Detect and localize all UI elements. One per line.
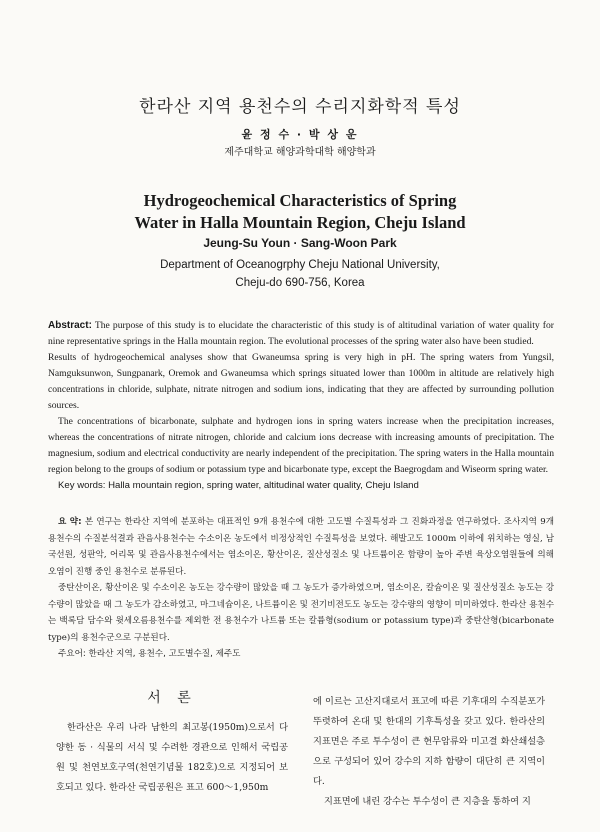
abstract-paragraph-3: The concentrations of bicarbonate, sulphate and hydrogen ions in spring waters increase when the precipitation increases, whereas the concentrations of nitrate nitrogen, chloride and calcium ions decrease with increasing amounts of precipitation. The magnesium, sodium and electrical conductivity are nearly independent of the precipitation. The spring waters in the Halla mountain region belong to the groups of sodium or potassium type and bicarbonate type, except the Baegrogdam and Wiseorm spring water. — [48, 416, 554, 475]
korean-affiliation: 제주대학교 해양과학대학 해양학과 — [224, 147, 376, 158]
summary-label: 요 약: — [58, 517, 82, 527]
korean-keywords: 주요어: 한라산 지역, 용천수, 고도별수질, 제주도 — [58, 649, 241, 659]
korean-summary — [48, 514, 554, 663]
english-title-line-1: Hydrogeochemical Characteristics of Spring — [143, 191, 457, 210]
english-keywords: Key words: Halla mountain region, spring water, altitudinal water quality, Cheju Island — [58, 480, 419, 491]
summary-text-1: 본 연구는 한라산 지역에 분포하는 대표적인 9개 용천수에 대한 고도별 수질특성과 그 진화과정을 연구하였다. 조사지역 9개 용천수의 수질분석결과 관음사용천수는 수소이온 농도에서 비정상적인 수질특성을 보였다. 해발고도 1000m 이하에 위치하는 영실, 남국선원, 성판악, 어리목 및 관음사용천수에서는 염소이온, 황산이온, 질산성질소 및 나트륨이온 함량이 높아 주변 육상오염원들에 의해 오염이 진행 중인 용천수로 분류된다. — [48, 517, 554, 577]
english-abstract — [48, 318, 554, 494]
english-title-line-2: Water in Halla Mountain Region, Cheju Island — [134, 213, 466, 232]
abstract-paragraph-2: Results of hydrogeochemical analyses show that Gwaneumsa spring is very high in pH. The spring waters from Yungsil, Namguksunwon, Sungpanark, Oremok and Gwaneumsa which springs situated lower than 1000m in altitude are relatively high concentrations in chloride, sulphate, nitrate nitrogen and sodium ions, indicating that they are affected by surrounding pollution sources. — [48, 352, 554, 411]
korean-authors: 윤 정 수 · 박 상 운 — [241, 128, 359, 141]
section-heading-introduction: 서 론 — [147, 690, 197, 706]
abstract-label: Abstract: — [48, 320, 92, 331]
korean-title: 한라산 지역 용천수의 수리지화학적 특성 — [139, 97, 461, 117]
body-left-column — [56, 688, 288, 798]
english-affiliation-line-2: Cheju-do 690-756, Korea — [235, 277, 365, 289]
body-right-paragraph-2: 지표면에 내린 강수는 투수성이 큰 지층을 통하여 지 — [324, 796, 531, 807]
summary-paragraph-2: 중탄산이온, 황산이온 및 수소이온 농도는 강수량이 많았을 때 그 농도가 증가하였으며, 염소이온, 칼슘이온 및 질산성질소 농도는 강수량이 많았을 때 그 농도가 감소하였고, 마그네슘이온, 나트륨이온 및 전기비전도도 농도는 강수량의 영향이 미미하였다. 한라산 용천수는 백록담 담수와 윗세오름용천수를 제외한 전 용천수가 나트륨 또는 칼륨형(sodium or potassium type)과 중탄산형(bicarbonate type)의 용천수군으로 구분된다. — [48, 583, 554, 643]
body-right-column — [313, 692, 545, 812]
english-title — [0, 190, 600, 234]
abstract-paragraph-1 — [48, 318, 554, 350]
body-right-paragraph-1: 에 이르는 고산지대로서 표고에 따른 기후대의 수직분포가 뚜렷하여 온대 및 한대의 기후특성을 갖고 있다. 한라산의 지표면은 주로 투수성이 큰 현무암류와 미고결 화산쇄설층으로 구성되어 있어 강수의 지하 함량이 대단히 큰 지역이다. — [313, 696, 545, 787]
english-authors: Jeung-Su Youn · Sang-Woon Park — [203, 236, 397, 250]
summary-paragraph-1 — [48, 514, 554, 580]
english-affiliation-line-1: Department of Oceanogrphy Cheju National University, — [160, 259, 440, 271]
body-left-paragraph-1: 한라산은 우리 나라 남한의 최고봉(1950m)으로서 다양한 동 · 식물의 서식 및 수려한 경관으로 인해서 국립공원 및 천연보호구역(천연기념물 182호)으로 지정되어 보호되고 있다. 한라산 국립공원은 표고 600～1,950m — [56, 722, 288, 793]
abstract-text-1: The purpose of this study is to elucidate the characteristic of this study is of altitudinal variation of water quality for nine representative springs in the Halla mountain region. The evolutional processes of the spring water also have been studied. — [48, 320, 554, 347]
english-affiliation — [0, 256, 600, 292]
